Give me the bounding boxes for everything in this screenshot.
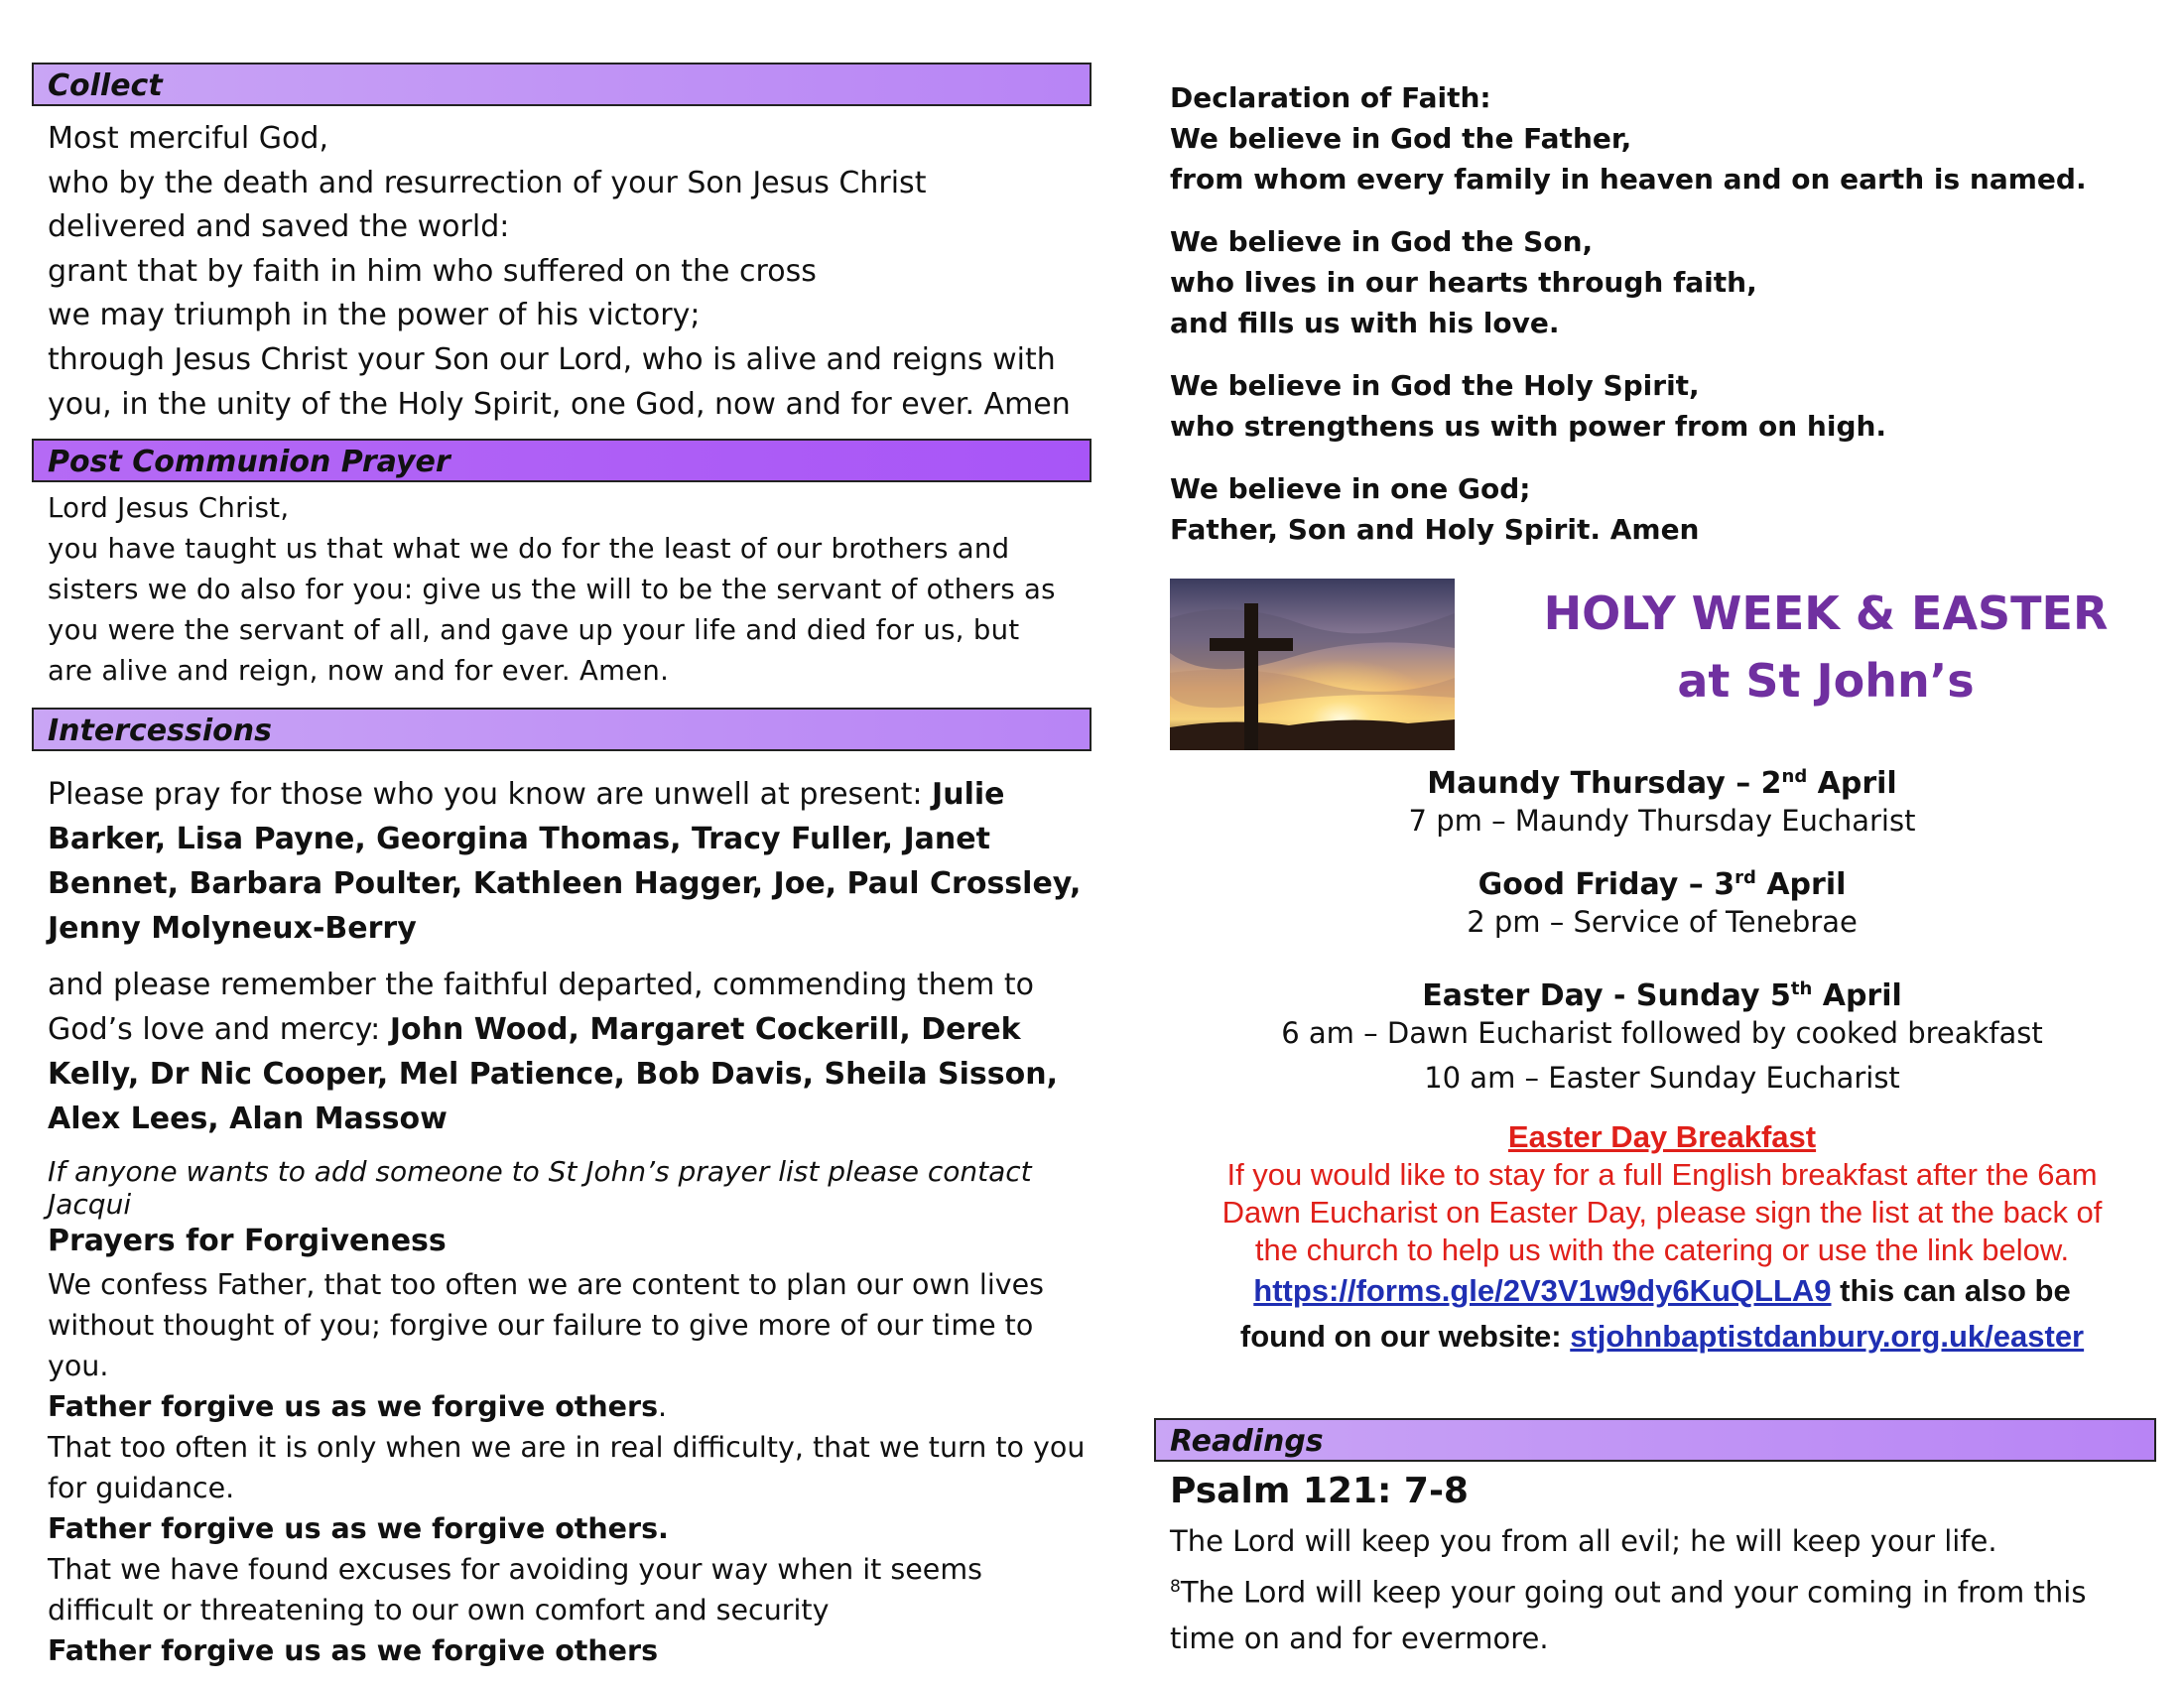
- psalm-line: The Lord will keep you from all evil; he will keep your life.: [1170, 1524, 1997, 1558]
- declaration-line: We believe in God the Holy Spirit,: [1170, 369, 1700, 402]
- departed-intro: and please remember the faithful departed, commending them to God’s love and mercy:: [48, 968, 1034, 1047]
- holy-week-title: [1503, 580, 2148, 714]
- post-communion-line: you have taught us that what we do for the least of our brothers and: [48, 533, 1010, 565]
- event-month: April: [1755, 867, 1847, 902]
- breakfast-line: the church to help us with the catering or use the link below.: [1254, 1233, 2070, 1267]
- breakfast-line: Dawn Eucharist on Easter Day, please sign the list at the back of: [1221, 1195, 2103, 1230]
- unwell-names: Julie Barker, Lisa Payne, Georgina Thomas, Tracy Fuller, Janet Bennet, Barbara Poulter, Kathleen Hagger, Joe, Paul Crossley, Jenny Molyneux-Berry: [48, 777, 1082, 946]
- declaration-line: and fills us with his love.: [1170, 307, 1560, 339]
- psalm-title: Psalm 121: 7-8: [1170, 1471, 1469, 1511]
- psalm-line: time on and for evermore.: [1170, 1621, 1549, 1655]
- event-ordinal: nd: [1781, 766, 1808, 787]
- cross-icon: [1170, 579, 1455, 750]
- event-detail: 7 pm – Maundy Thursday Eucharist: [1408, 804, 1916, 838]
- declaration-line: We believe in one God;: [1170, 472, 1531, 505]
- post-communion-line: Lord Jesus Christ,: [48, 492, 290, 524]
- declaration-line: Father, Son and Holy Spirit. Amen: [1170, 513, 1700, 546]
- website-intro: found on our website:: [1239, 1319, 1571, 1354]
- forgiveness-response: [48, 1386, 1090, 1427]
- collect-line: through Jesus Christ your Son our Lord, who is alive and reigns with: [48, 341, 1056, 377]
- holy-week-title-line: at St John’s: [1677, 654, 1975, 708]
- verse-number: 8: [1170, 1577, 1181, 1597]
- breakfast-links: [1166, 1268, 2158, 1360]
- event-month: April: [1807, 766, 1897, 801]
- collect-line: we may triumph in the power of his victory;: [48, 298, 701, 333]
- post-communion-heading: Post Communion Prayer: [32, 439, 1092, 482]
- forgiveness-title: Prayers for Forgiveness: [48, 1224, 447, 1258]
- event-detail: 2 pm – Service of Tenebrae: [1467, 905, 1858, 939]
- event-title: [1166, 856, 2158, 900]
- psalm-text: [1170, 1518, 2162, 1661]
- breakfast-line: If you would like to stay for a full English breakfast after the 6am: [1226, 1157, 2098, 1192]
- post-communion-line: are alive and reign, now and for ever. Amen.: [48, 655, 670, 687]
- event-title-text: Maundy Thursday – 2: [1427, 766, 1782, 801]
- unwell-intro: Please pray for those who you know are unwell at present:: [48, 777, 933, 812]
- psalm-line: [1170, 1564, 2162, 1616]
- collect-line: delivered and saved the world:: [48, 209, 510, 245]
- departed-names: John Wood, Margaret Cockerill, Derek Kelly, Dr Nic Cooper, Mel Patience, Bob Davis, Sheila Sisson, Alex Lees, Alan Massow: [48, 1012, 1059, 1136]
- form-link-line: [1166, 1268, 2158, 1314]
- forgiveness-response-tail: .: [658, 1390, 668, 1423]
- form-link[interactable]: https://forms.gle/2V3V1w9dy6KuQLLA9: [1253, 1273, 1832, 1308]
- event-detail: 10 am – Easter Sunday Eucharist: [1424, 1061, 1900, 1095]
- unwell-paragraph: [48, 772, 1101, 951]
- post-communion-line: sisters we do also for you: give us the will to be the servant of others as: [48, 574, 1056, 605]
- readings-heading: Readings: [1154, 1418, 2156, 1462]
- website-link[interactable]: stjohnbaptistdanbury.org.uk/easter: [1570, 1319, 2085, 1354]
- declaration-line: from whom every family in heaven and on earth is named.: [1170, 163, 2087, 195]
- declaration-line: who lives in our hearts through faith,: [1170, 266, 1757, 299]
- forgiveness-prayers: [48, 1264, 1090, 1671]
- collect-line: Most merciful God,: [48, 121, 328, 156]
- declaration-title: Declaration of Faith:: [1170, 81, 1491, 114]
- collect-line: grant that by faith in him who suffered on the cross: [48, 253, 817, 289]
- holy-week-title-line: HOLY WEEK & EASTER: [1543, 586, 2109, 640]
- post-communion-text: [48, 488, 1099, 692]
- declaration-line: We believe in God the Son,: [1170, 225, 1594, 258]
- forgiveness-petition: That we have found excuses for avoiding your way when it seems difficult or threatening to our own comfort and security: [48, 1553, 982, 1626]
- post-communion-line: you were the servant of all, and gave up your life and died for us, but: [48, 614, 1020, 646]
- breakfast-title: Easter Day Breakfast: [1507, 1119, 1817, 1154]
- forgiveness-response: Father forgive us as we forgive others: [48, 1634, 659, 1667]
- event-month: April: [1812, 978, 1902, 1013]
- declaration-line: We believe in God the Father,: [1170, 122, 1632, 155]
- event-ordinal: rd: [1734, 867, 1756, 888]
- departed-paragraph: [48, 963, 1101, 1141]
- forgiveness-petition: We confess Father, that too often we are content to plan our own lives without thought of you; forgive our failure to give more of our time to you.: [48, 1268, 1045, 1382]
- form-link-tail: this can also be: [1831, 1273, 2071, 1308]
- event-detail: 6 am – Dawn Eucharist followed by cooked breakfast: [1281, 1016, 2043, 1050]
- forgiveness-response: Father forgive us as we forgive others.: [48, 1512, 669, 1545]
- event-title-text: Easter Day - Sunday 5: [1422, 978, 1791, 1013]
- collect-text: [48, 117, 1099, 427]
- breakfast-notice: [1166, 1118, 2158, 1269]
- event-ordinal: th: [1790, 978, 1813, 999]
- collect-line: who by the death and resurrection of your Son Jesus Christ: [48, 165, 927, 200]
- collect-heading: Collect: [32, 63, 1092, 106]
- event-title: [1166, 968, 2158, 1011]
- forgiveness-petition: That too often it is only when we are in real difficulty, that we turn to you for guidance.: [48, 1431, 1086, 1504]
- declaration-of-faith: [1170, 77, 2162, 550]
- website-line: [1166, 1314, 2158, 1360]
- psalm-line-text: The Lord will keep your going out and your coming in from this: [1180, 1575, 2087, 1610]
- event-title: [1166, 755, 2158, 799]
- event-title-text: Good Friday – 3: [1477, 867, 1735, 902]
- holy-week-events: [1166, 755, 2158, 1101]
- cross-sunset-image: [1170, 579, 1455, 750]
- prayer-list-note: If anyone wants to add someone to St John’s prayer list please contact Jacqui: [48, 1155, 1032, 1221]
- collect-line: you, in the unity of the Holy Spirit, one God, now and for ever. Amen: [48, 386, 1071, 422]
- forgiveness-response-text: Father forgive us as we forgive others: [48, 1390, 659, 1423]
- declaration-line: who strengthens us with power from on high.: [1170, 410, 1887, 443]
- intercessions-heading: Intercessions: [32, 708, 1092, 751]
